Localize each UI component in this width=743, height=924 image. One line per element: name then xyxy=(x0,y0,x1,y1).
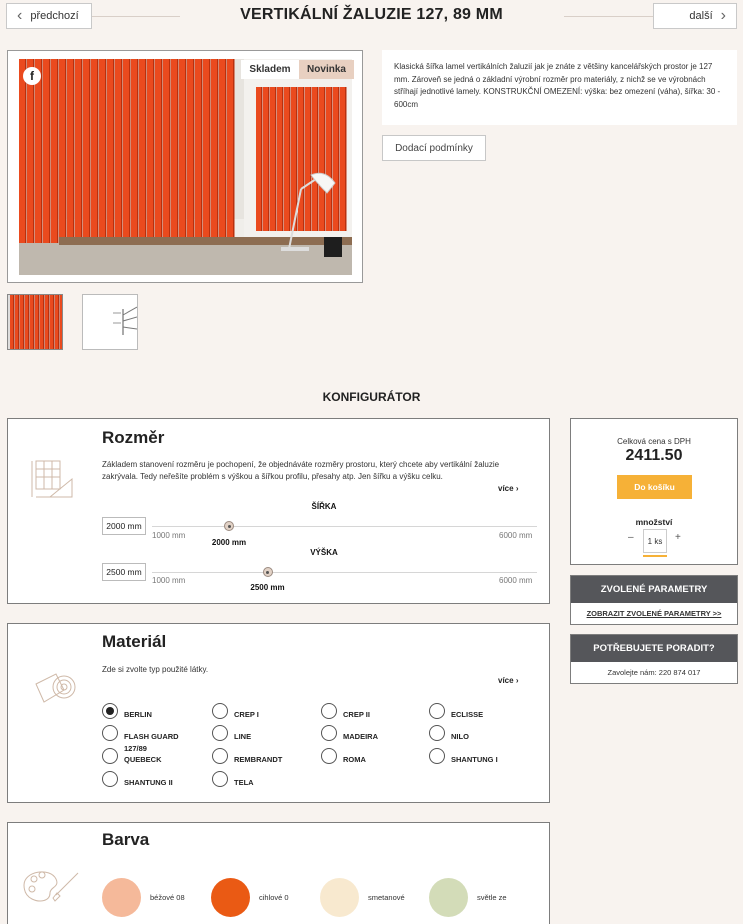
blind-slat-shadow xyxy=(25,59,27,269)
blind-slat-shadow xyxy=(317,87,319,231)
material-radio[interactable] xyxy=(321,748,337,764)
configurator-title: KONFIGURÁTOR xyxy=(322,390,421,404)
blind-slat-shadow xyxy=(41,59,43,269)
main-product-image[interactable] xyxy=(7,50,363,283)
blind-slat-shadow xyxy=(338,87,340,231)
help-phone: Zavolejte nám: 220 874 017 xyxy=(607,668,701,677)
material-option-label[interactable]: REMBRANDT xyxy=(234,755,283,764)
size-title: Rozměr xyxy=(102,428,165,447)
color-title: Barva xyxy=(102,830,150,849)
height-slider-handle[interactable] xyxy=(263,567,273,577)
blind-slat xyxy=(35,59,42,269)
next-button[interactable] xyxy=(653,3,737,29)
thumbnail-photo[interactable] xyxy=(7,294,63,350)
width-input[interactable]: 2000 mm xyxy=(102,517,146,535)
material-section xyxy=(7,623,550,803)
blind-slat-shadow xyxy=(289,87,291,231)
width-slider-handle[interactable] xyxy=(224,521,234,531)
blind-slat-shadow xyxy=(324,87,326,231)
blind-slat xyxy=(51,59,58,269)
price-panel xyxy=(570,418,738,565)
product-photo xyxy=(19,59,352,275)
material-radio[interactable] xyxy=(212,748,228,764)
material-radio[interactable] xyxy=(321,703,337,719)
material-option-label[interactable]: ECLISSE xyxy=(451,710,484,719)
color-swatch-label: cihlové 0 xyxy=(259,893,289,902)
chevron-right-icon: › xyxy=(515,484,519,493)
material-title: Materiál xyxy=(102,632,167,651)
facebook-icon[interactable]: f xyxy=(23,67,41,85)
material-option-label[interactable]: ROMA xyxy=(343,755,366,764)
color-swatch[interactable] xyxy=(320,878,359,917)
material-radio[interactable] xyxy=(212,725,228,741)
material-option-label[interactable]: QUEBECK xyxy=(124,755,162,764)
new-badge: Novinka xyxy=(299,60,354,79)
material-radio[interactable] xyxy=(102,703,118,719)
size-description: Základem stanovení rozměru je pochopení, že objednáváte rozměry prostoru, který chcete aby vertikální žaluzie zakrývala. Tedy neřešíte problém s výškou a šířkou profilu, přesahy atp. Jen šířku a výšku celku. xyxy=(102,460,500,481)
blind-slat-shadow xyxy=(282,87,284,231)
quantity-underline xyxy=(643,555,667,557)
blind-slat-shadow xyxy=(275,87,277,231)
blind-slat-shadow xyxy=(49,59,51,269)
thumbnail-diagram[interactable] xyxy=(82,294,138,350)
height-input[interactable]: 2500 mm xyxy=(102,563,146,581)
color-swatch-label: smetanové xyxy=(368,893,405,902)
size-more-label: více xyxy=(498,484,514,493)
material-option-label[interactable]: SHANTUNG I xyxy=(451,755,498,764)
material-radio[interactable] xyxy=(429,748,445,764)
color-swatch[interactable] xyxy=(429,878,468,917)
height-min-label: 1000 mm xyxy=(152,576,186,585)
blind-slat-shadow xyxy=(261,87,263,231)
blinds-illustration xyxy=(19,59,352,275)
quantity-input[interactable]: 1 ks xyxy=(643,529,667,553)
blind-slat xyxy=(19,59,26,269)
show-params-link[interactable]: ZOBRAZIT ZVOLENÉ PARAMETRY >> xyxy=(586,609,722,618)
material-option-label[interactable]: LINE xyxy=(234,732,252,741)
in-stock-badge: Skladem xyxy=(241,60,299,79)
material-option-label[interactable]: BERLIN xyxy=(124,710,152,719)
blind-slat-shadow xyxy=(13,295,15,349)
fabric-roll-icon xyxy=(34,670,78,706)
quantity-increase-button[interactable]: + xyxy=(675,532,681,543)
blind-slat-shadow xyxy=(18,295,20,349)
material-more-link[interactable] xyxy=(498,676,518,685)
height-label: VÝŠKA xyxy=(310,548,338,557)
material-radio[interactable] xyxy=(102,748,118,764)
palette-icon xyxy=(20,865,82,905)
help-header: POTŘEBUJETE PORADIT? xyxy=(571,635,737,662)
add-to-cart-button[interactable]: Do košíku xyxy=(617,475,692,499)
thumbnail-technical-drawing xyxy=(83,295,137,349)
delivery-terms-button[interactable]: Dodací podmínky xyxy=(382,135,486,161)
blind-slat-shadow xyxy=(303,87,305,231)
blind-slat-shadow xyxy=(310,87,312,231)
quantity-decrease-button[interactable]: – xyxy=(628,532,634,543)
blind-slat-shadow xyxy=(38,295,40,349)
material-option-label[interactable]: MADEIRA xyxy=(343,732,378,741)
color-swatch[interactable] xyxy=(211,878,250,917)
thumbnail-blinds xyxy=(8,295,62,349)
width-label: ŠÍŘKA xyxy=(311,502,337,511)
blind-slat-shadow xyxy=(28,295,30,349)
material-option-label[interactable]: NILO xyxy=(451,732,469,741)
material-more-label: více xyxy=(498,676,514,685)
blind-slat-shadow xyxy=(345,87,347,231)
chevron-right-icon: › xyxy=(720,7,726,24)
help-panel xyxy=(570,634,738,684)
material-radio[interactable] xyxy=(102,725,118,741)
blind-slat xyxy=(43,59,50,269)
width-slider-track[interactable] xyxy=(152,526,537,527)
material-radio[interactable] xyxy=(102,771,118,787)
next-label: další xyxy=(689,10,713,22)
material-option-label[interactable]: CREP I xyxy=(234,710,259,719)
ruler-grid-icon xyxy=(30,459,74,501)
blind-slat-shadow xyxy=(57,59,59,269)
color-section xyxy=(7,822,550,924)
blind-slat-shadow xyxy=(33,59,35,269)
material-description: Zde si zvolte typ použité látky. xyxy=(102,665,209,674)
material-option-label[interactable]: SHANTUNG II xyxy=(124,778,173,787)
chevron-right-icon: › xyxy=(515,676,519,685)
selected-params-header: ZVOLENÉ PARAMETRY xyxy=(571,576,737,603)
page-title: VERTIKÁLNÍ ŽALUZIE 127, 89 MM xyxy=(240,6,503,23)
previous-label: předchozí xyxy=(30,10,79,22)
product-description: Klasická šířka lamel vertikálních žaluzií jak je znáte z většiny kancelářských prostor je 127 mm. Zároveň se jedná o základní výrobní rozměr pro materiály, z nichž se ve výrobnách stříhají jednotlivé lamely. KONSTRUKČNÍ OMEZENÍ: výška: bez omezení (váha), šířka: 30 - 600cm xyxy=(382,50,737,125)
material-radio[interactable] xyxy=(212,771,228,787)
selected-params-panel xyxy=(570,575,738,625)
blind-slat-shadow xyxy=(53,295,55,349)
blind-slat-shadow xyxy=(58,295,60,349)
width-min-label: 1000 mm xyxy=(152,531,186,540)
blind-slat-shadow xyxy=(268,87,270,231)
blind-slat xyxy=(60,295,62,349)
material-radio[interactable] xyxy=(429,703,445,719)
width-max-label: 6000 mm xyxy=(499,531,533,540)
blind-slat-shadow xyxy=(23,295,25,349)
height-slider-track[interactable] xyxy=(152,572,537,573)
blind-slat xyxy=(27,59,34,269)
color-swatch[interactable] xyxy=(102,878,141,917)
chevron-left-icon: ‹ xyxy=(17,7,23,24)
color-swatch-label: béžové 08 xyxy=(150,893,185,902)
height-max-label: 6000 mm xyxy=(499,576,533,585)
width-value: 2000 mm xyxy=(211,538,247,547)
size-more-link[interactable] xyxy=(498,484,518,493)
blind-slat-shadow xyxy=(33,295,35,349)
size-section xyxy=(7,418,550,604)
material-option-label[interactable]: TELA xyxy=(234,778,254,787)
material-radio[interactable] xyxy=(212,703,228,719)
material-radio[interactable] xyxy=(321,725,337,741)
blind-slat-shadow xyxy=(48,295,50,349)
total-price: 2411.50 xyxy=(625,447,683,464)
blind-slat-shadow xyxy=(331,87,333,231)
price-caption: Celková cena s DPH xyxy=(617,437,691,446)
blind-slat-shadow xyxy=(43,295,45,349)
material-option-label[interactable]: CREP II xyxy=(343,710,370,719)
material-radio[interactable] xyxy=(429,725,445,741)
quantity-label: množství xyxy=(635,517,673,527)
color-swatch-label: světle ze xyxy=(477,893,507,902)
material-option-label[interactable]: FLASH GUARD 127/89 xyxy=(124,732,179,753)
height-value: 2500 mm xyxy=(250,583,285,592)
